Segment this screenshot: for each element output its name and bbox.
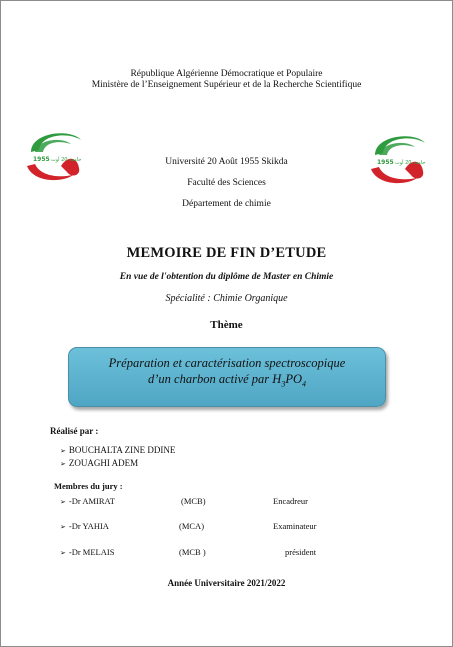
jury-member-name: ➢ -Dr MELAIS xyxy=(60,547,115,557)
jury-member-name: ➢ -Dr YAHIA xyxy=(60,521,109,531)
author-item xyxy=(60,458,138,468)
author-item xyxy=(60,445,175,455)
jury-member-role: Encadreur xyxy=(273,496,308,506)
memoire-subtitle: En vue de l'obtention du diplôme de Master en Chimie xyxy=(119,272,334,282)
memoire-title: MEMOIRE DE FIN D’ETUDE xyxy=(126,245,327,261)
logo-left-number: 1955 xyxy=(33,156,50,163)
jury-member-grade: (MCB ) xyxy=(179,547,206,557)
specialite: Spécialité : Chimie Organique xyxy=(165,293,288,304)
arrow-bullet-icon: ➢ xyxy=(60,460,66,468)
jury-label: Membres du jury : xyxy=(54,481,123,491)
theme-subscript-4: 4 xyxy=(301,379,306,389)
theme-line-2 xyxy=(69,371,385,393)
theme-box xyxy=(68,347,386,407)
jury-member-name: ➢ -Dr AMIRAT xyxy=(60,496,115,506)
logo-left-text: جامعة 20 أوت xyxy=(51,157,82,163)
republic-line: République Algérienne Démocratique et Populaire xyxy=(130,69,323,79)
logo-right-number: 1955 xyxy=(377,159,394,166)
theme-line-2-text: d’un charbon activé par H xyxy=(148,372,282,386)
faculty-name: Faculté des Sciences xyxy=(187,178,266,188)
logo-right-text: جامعة 20 أوت xyxy=(395,160,426,166)
jury-member-role: président xyxy=(285,547,317,557)
arrow-bullet-icon: ➢ xyxy=(60,498,66,506)
author-name: ZOUAGHI ADEM xyxy=(68,458,139,468)
author-name: BOUCHALTA ZINE DDINE xyxy=(68,445,176,455)
theme-subscript-3: 3 xyxy=(281,379,286,389)
arrow-bullet-icon: ➢ xyxy=(60,549,66,557)
academic-year: Année Universitaire 2021/2022 xyxy=(167,578,286,588)
ministry-line: Ministère de l’Enseignement Supérieur et de la Recherche Scientifique xyxy=(91,80,362,90)
theme-label: Thème xyxy=(210,319,243,331)
realise-label: Réalisé par : xyxy=(50,426,99,436)
theme-line-1: Préparation et caractérisation spectroscopique xyxy=(108,356,346,370)
theme-formula-po: PO xyxy=(285,372,302,386)
department-name: Département de chimie xyxy=(182,199,271,209)
university-name: Université 20 Août 1955 Skikda xyxy=(165,157,288,167)
jury-member-grade: (MCA) xyxy=(179,521,205,531)
jury-member-grade: (MCB) xyxy=(181,496,206,506)
jury-member-role: Examinateur xyxy=(273,521,317,531)
arrow-bullet-icon: ➢ xyxy=(60,447,66,455)
arrow-bullet-icon: ➢ xyxy=(60,523,66,531)
